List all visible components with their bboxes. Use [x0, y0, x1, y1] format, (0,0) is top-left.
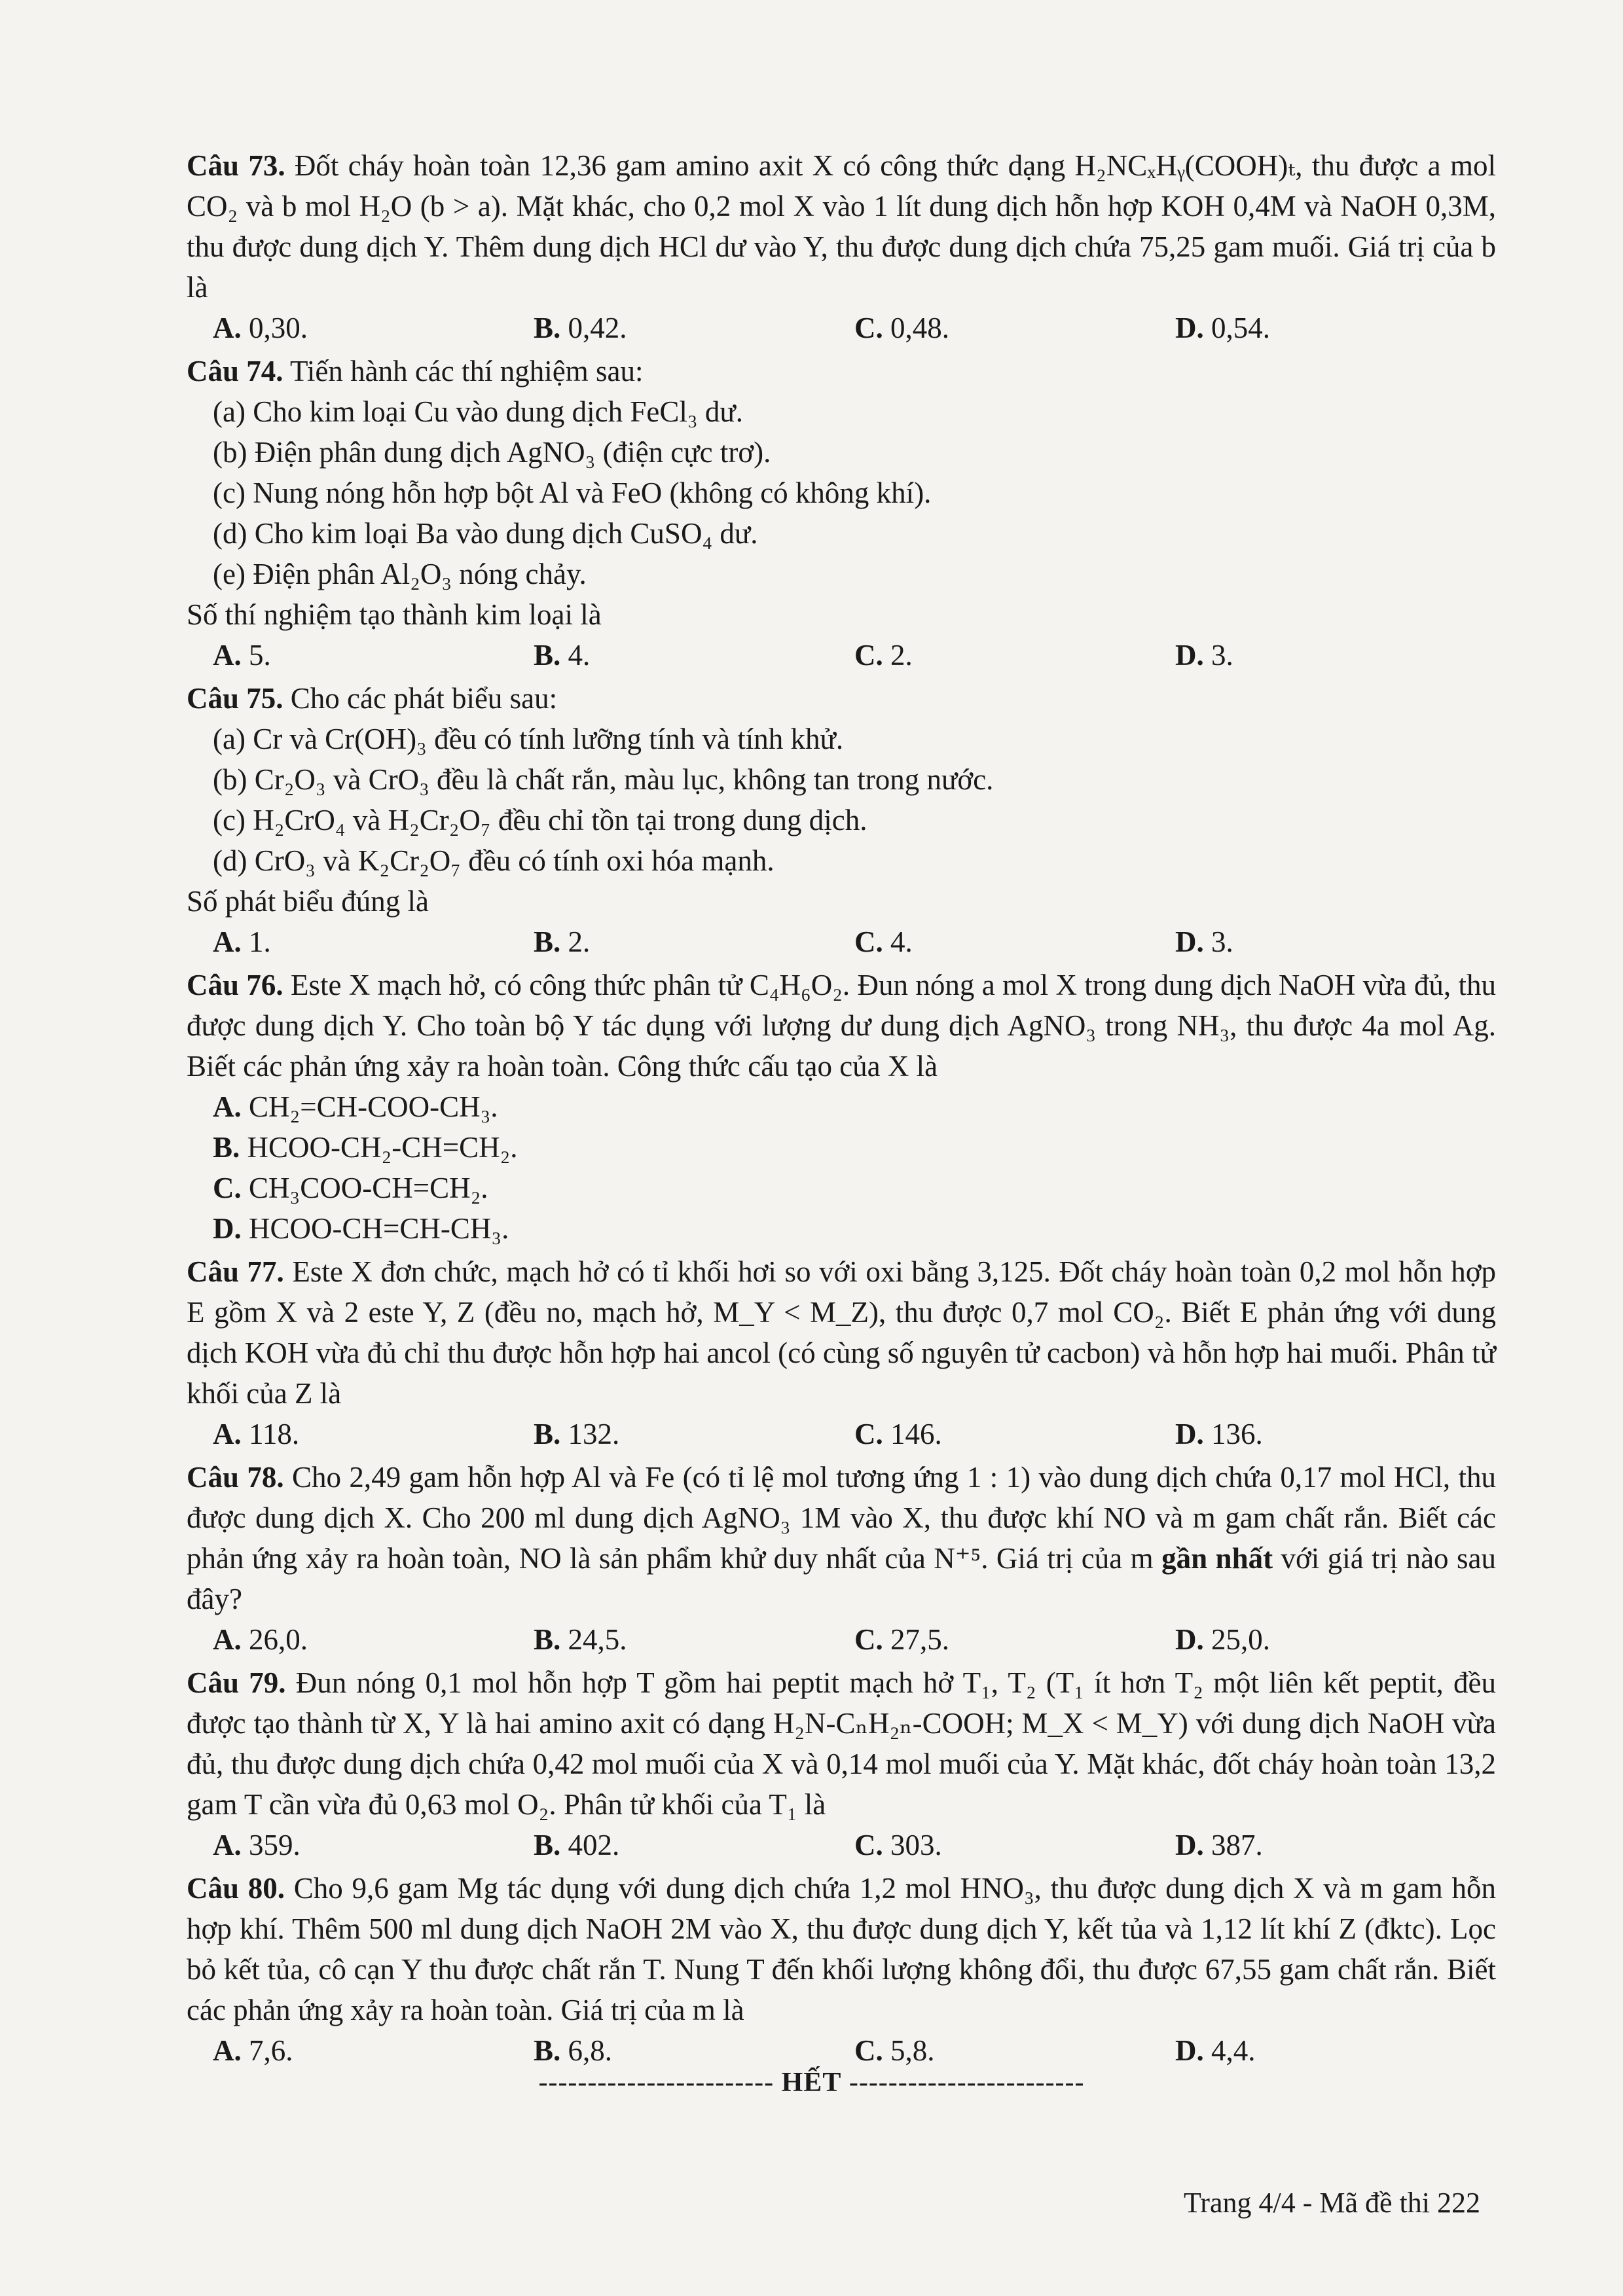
question-78 [187, 1457, 1496, 1660]
option-a[interactable] [213, 308, 534, 348]
question-79-options [187, 1825, 1496, 1865]
question-73-text [187, 145, 1496, 308]
option-d[interactable] [213, 1208, 862, 1249]
question-74-prompt: Số thí nghiệm tạo thành kim loại là [187, 598, 602, 631]
option-letter: B. [534, 639, 561, 672]
statement-a: (a) Cho kim loại Cu vào dung dịch FeCl₃ dư. [213, 395, 743, 428]
question-79 [187, 1662, 1496, 1865]
option-text: 132. [560, 1418, 620, 1450]
option-text: 2. [560, 925, 591, 958]
option-letter: C. [854, 1623, 883, 1656]
option-b[interactable] [534, 922, 854, 962]
question-79-label: Câu 79. [187, 1666, 286, 1699]
option-text: 5,8. [883, 2034, 935, 2067]
question-80-body: Cho 9,6 gam Mg tác dụng với dung dịch chứa 1,2 mol HNO₃, thu được dung dịch X và m gam hỗn hợp khí. Thêm 500 ml dung dịch NaOH 2M vào X, thu được dung dịch Y, kết tủa và 1,12 lít khí Z (đktc). Lọc bỏ kết tủa, cô cạn Y thu được chất rắn T. Nung T đến khối lượng không đổi, thu được 67,55 gam chất rắn. Biết các phản ứng xảy ra hoàn toàn. Giá trị của m là [187, 1872, 1496, 2026]
option-b[interactable] [213, 1127, 862, 1168]
option-text: 4. [883, 925, 913, 958]
statement-c: (c) H₂CrO₄ và H₂Cr₂O₇ đều chỉ tồn tại trong dung dịch. [213, 804, 867, 836]
question-76-options [187, 1086, 1496, 1249]
statement-c: (c) Nung nóng hỗn hợp bột Al và FeO (không có không khí). [213, 476, 932, 509]
option-text: 136. [1203, 1418, 1263, 1450]
question-75-prompt: Số phát biểu đúng là [187, 885, 429, 918]
option-letter: D. [1175, 1829, 1204, 1861]
statement-b: (b) Điện phân dung dịch AgNO₃ (điện cực trơ). [213, 436, 771, 469]
option-letter: B. [534, 925, 561, 958]
option-text: 118. [241, 1418, 300, 1450]
option-text: 1. [241, 925, 271, 958]
option-letter: B. [534, 1418, 561, 1450]
option-text: 303. [883, 1829, 942, 1861]
option-text: 6,8. [560, 2034, 613, 2067]
option-text: 359. [241, 1829, 301, 1861]
option-a[interactable] [213, 922, 534, 962]
option-text: 24,5. [560, 1623, 627, 1656]
option-letter: A. [213, 639, 242, 672]
option-text: 0,54. [1203, 312, 1270, 344]
question-76 [187, 965, 1496, 1249]
question-80-options [187, 2030, 1496, 2071]
option-text: 0,48. [883, 312, 949, 344]
option-text: 3. [1203, 639, 1233, 672]
end-dashes-left: ------------------------ [538, 2068, 775, 2098]
option-letter: B. [534, 2034, 561, 2067]
option-text: 27,5. [883, 1623, 949, 1656]
question-75 [187, 678, 1496, 962]
option-letter: D. [1175, 925, 1204, 958]
option-letter: A. [213, 1623, 242, 1656]
question-80-label: Câu 80. [187, 1872, 285, 1905]
statement-d: (d) CrO₃ và K₂Cr₂O₇ đều có tính oxi hóa mạnh. [213, 844, 775, 877]
option-letter: C. [854, 312, 883, 344]
option-letter: B. [213, 1131, 240, 1164]
question-78-label: Câu 78. [187, 1461, 284, 1494]
option-b[interactable] [534, 1414, 854, 1454]
statement-e: (e) Điện phân Al₂O₃ nóng chảy. [213, 558, 587, 590]
question-77-text [187, 1251, 1496, 1414]
option-text: CH₂=CH-COO-CH₃. [241, 1090, 498, 1123]
option-b[interactable] [534, 308, 854, 348]
option-text: 7,6. [241, 2034, 293, 2067]
question-73 [187, 145, 1496, 348]
option-c[interactable] [854, 1825, 1175, 1865]
option-text: CH₃COO-CH=CH₂. [241, 1172, 488, 1204]
option-text: HCOO-CH₂-CH=CH₂. [240, 1131, 518, 1164]
option-letter: D. [1175, 312, 1204, 344]
option-letter: A. [213, 925, 242, 958]
option-c[interactable] [854, 922, 1175, 962]
option-letter: D. [1175, 1418, 1204, 1450]
option-letter: C. [213, 1172, 242, 1204]
question-78-body-end: với giá trị nào sau đây? [187, 1542, 1496, 1615]
question-77 [187, 1251, 1496, 1454]
option-a[interactable] [213, 2030, 534, 2071]
question-76-label: Câu 76. [187, 969, 283, 1001]
option-letter: C. [854, 1418, 883, 1450]
question-73-label: Câu 73. [187, 149, 285, 182]
option-c[interactable] [854, 635, 1175, 675]
option-letter: C. [854, 925, 883, 958]
option-letter: A. [213, 2034, 242, 2067]
option-letter: B. [534, 1829, 561, 1861]
option-letter: A. [213, 1090, 242, 1123]
option-d[interactable] [1175, 1414, 1496, 1454]
option-text: 402. [560, 1829, 620, 1861]
end-marker [0, 2067, 1623, 2098]
option-text: 0,42. [560, 312, 627, 344]
question-74-body: Tiến hành các thí nghiệm sau: [283, 355, 644, 387]
option-b[interactable] [534, 1825, 854, 1865]
question-77-body: Este X đơn chức, mạch hở có tỉ khối hơi so với oxi bằng 3,125. Đốt cháy hoàn toàn 0,2 mol hỗn hợp E gồm X và 2 este Y, Z (đều no, mạch hở, M_Y < M_Z), thu được 0,7 mol CO₂. Biết E phản ứng với dung dịch KOH vừa đủ chỉ thu được hỗn hợp hai ancol (có cùng số nguyên tử cacbon) và hỗn hợp hai muối. Phân tử khối của Z là [187, 1255, 1496, 1410]
option-d[interactable] [1175, 1825, 1496, 1865]
option-text: HCOO-CH=CH-CH₃. [241, 1212, 509, 1245]
statement-d: (d) Cho kim loại Ba vào dung dịch CuSO₄ dư. [213, 517, 758, 550]
option-a[interactable] [213, 1086, 862, 1127]
option-d[interactable] [1175, 1619, 1496, 1660]
option-b[interactable] [534, 1619, 854, 1660]
question-80-text [187, 1868, 1496, 2030]
question-79-text [187, 1662, 1496, 1825]
option-a[interactable] [213, 1414, 534, 1454]
question-74-text [187, 351, 1496, 391]
option-d[interactable] [1175, 308, 1496, 348]
question-80 [187, 1868, 1496, 2071]
option-d[interactable] [1175, 635, 1496, 675]
question-78-options [187, 1619, 1496, 1660]
option-text: 3. [1203, 925, 1233, 958]
option-letter: D. [1175, 2034, 1204, 2067]
option-text: 0,30. [241, 312, 308, 344]
end-dashes-right: ------------------------ [848, 2068, 1085, 2098]
question-77-options [187, 1414, 1496, 1454]
exam-content [187, 145, 1496, 2073]
option-text: 4. [560, 639, 591, 672]
option-c[interactable] [854, 1414, 1175, 1454]
question-75-options [187, 922, 1496, 962]
option-c[interactable] [213, 1168, 862, 1208]
option-letter: C. [854, 1829, 883, 1861]
question-75-label: Câu 75. [187, 682, 283, 715]
option-letter: D. [1175, 639, 1204, 672]
option-letter: D. [1175, 1623, 1204, 1656]
page-footer: Trang 4/4 - Mã đề thi 222 [1183, 2187, 1480, 2219]
question-74 [187, 351, 1496, 675]
option-a[interactable] [213, 635, 534, 675]
option-b[interactable] [534, 635, 854, 675]
question-79-body: Đun nóng 0,1 mol hỗn hợp T gồm hai peptit mạch hở T₁, T₂ (T₁ ít hơn T₂ một liên kết peptit, đều được tạo thành từ X, Y là hai amino axit có dạng H₂N-CₙH₂ₙ-COOH; M_X < M_Y) với dung dịch NaOH vừa đủ, thu được dung dịch chứa 0,42 mol muối của X và 0,14 mol muối của Y. Mặt khác, đốt cháy hoàn toàn 13,2 gam T cần vừa đủ 0,63 mol O₂. Phân tử khối của T₁ là [187, 1666, 1496, 1821]
option-text: 146. [883, 1418, 942, 1450]
option-c[interactable] [854, 2030, 1175, 2071]
option-b[interactable] [534, 2030, 854, 2071]
option-letter: A. [213, 312, 242, 344]
option-text: 26,0. [241, 1623, 308, 1656]
option-letter: A. [213, 1829, 242, 1861]
option-a[interactable] [213, 1619, 534, 1660]
question-75-body: Cho các phát biểu sau: [283, 682, 558, 715]
question-76-body: Este X mạch hở, có công thức phân tử C₄H₆O₂. Đun nóng a mol X trong dung dịch NaOH vừa đủ, thu được dung dịch Y. Cho toàn bộ Y tác dụng với lượng dư dung dịch AgNO₃ trong NH₃, thu được 4a mol Ag. Biết các phản ứng xảy ra hoàn toàn. Công thức cấu tạo của X là [187, 969, 1496, 1083]
option-text: 5. [241, 639, 271, 672]
option-d[interactable] [1175, 2030, 1496, 2071]
option-text: 387. [1203, 1829, 1263, 1861]
question-75-text [187, 678, 1496, 719]
option-letter: A. [213, 1418, 242, 1450]
question-73-body: Đốt cháy hoàn toàn 12,36 gam amino axit X có công thức dạng H₂NCₓHᵧ(COOH)ₜ, thu được a mol CO₂ và b mol H₂O (b > a). Mặt khác, cho 0,2 mol X vào 1 lít dung dịch hỗn hợp KOH 0,4M và NaOH 0,3M, thu được dung dịch Y. Thêm dung dịch HCl dư vào Y, thu được dung dịch chứa 75,25 gam muối. Giá trị của b là [187, 149, 1496, 304]
option-text: 4,4. [1203, 2034, 1256, 2067]
end-word: HẾT [781, 2068, 842, 2098]
question-76-text [187, 965, 1496, 1086]
emphasis-text: gần nhất [1161, 1542, 1273, 1575]
option-letter: B. [534, 312, 561, 344]
question-73-options [187, 308, 1496, 348]
question-74-label: Câu 74. [187, 355, 283, 387]
option-a[interactable] [213, 1825, 534, 1865]
option-letter: C. [854, 639, 883, 672]
option-letter: B. [534, 1623, 561, 1656]
option-c[interactable] [854, 308, 1175, 348]
statement-a: (a) Cr và Cr(OH)₃ đều có tính lưỡng tính và tính khử. [213, 723, 844, 755]
question-78-body: Cho 2,49 gam hỗn hợp Al và Fe (có tỉ lệ mol tương ứng 1 : 1) vào dung dịch chứa 0,17 mol HCl, thu được dung dịch X. Cho 200 ml dung dịch AgNO₃ 1M vào X, thu được khí NO và m gam chất rắn. Biết các phản ứng xảy ra hoàn toàn, NO là sản phẩm khử duy nhất của N⁺⁵. Giá trị của m [187, 1461, 1496, 1575]
option-text: 2. [883, 639, 913, 672]
statement-b: (b) Cr₂O₃ và CrO₃ đều là chất rắn, màu lục, không tan trong nước. [213, 763, 994, 796]
option-c[interactable] [854, 1619, 1175, 1660]
question-74-options [187, 635, 1496, 675]
option-letter: D. [213, 1212, 242, 1245]
question-78-text [187, 1457, 1496, 1619]
question-77-label: Câu 77. [187, 1255, 284, 1288]
option-letter: C. [854, 2034, 883, 2067]
option-d[interactable] [1175, 922, 1496, 962]
option-text: 25,0. [1203, 1623, 1270, 1656]
